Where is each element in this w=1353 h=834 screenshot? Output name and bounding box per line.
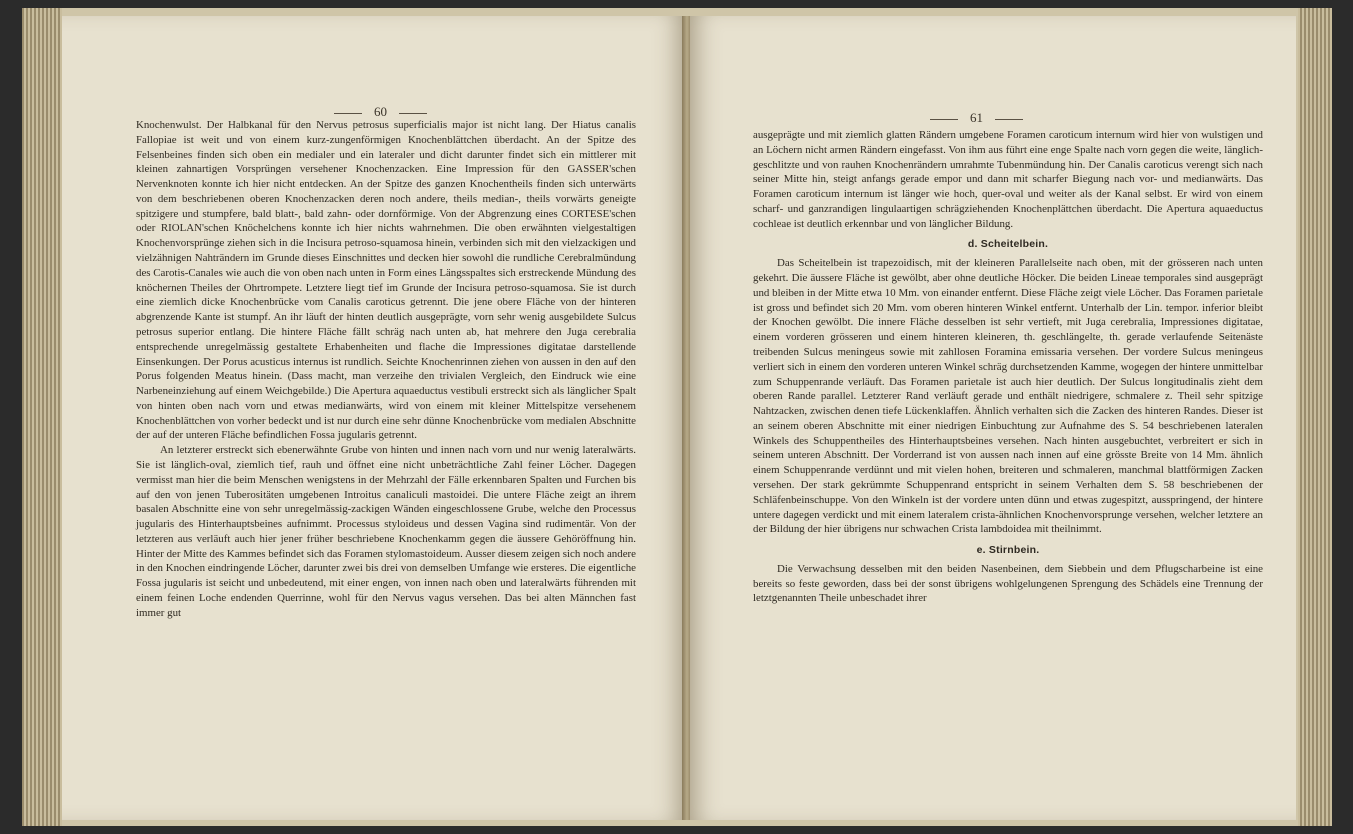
left-page xyxy=(62,16,684,820)
right-page-edges xyxy=(1298,8,1332,826)
paragraph: ausgeprägte und mit ziemlich glatten Rändern umgebene Foramen caroticum internum wird hier von wulstigen und an Löchern nicht armen Rändern eingefasst. Von ihm aus führt eine enge Spalte nach vorn gegen die weite, länglich-geschlitzte und von rauhen Knochenrändern umrahmte Tubenmündung hin. Der Canalis caroticus verengt sich nach seiner Mitte hin, steigt anfangs gerade empor und dann mit scharfer Biegung nach vor- und medianwärts. Das Foramen caroticum internum ist länger wie hoch, quer-oval und weiter als der Kanal selbst. Er wird von einem scharf- und ganzrandigen lingulaartigen schrägziehenden Knochenplättchen überdacht. Die Apertura aquaeductus cochleae ist deutlich erkennbar und von länglicher Bildung. xyxy=(753,129,1263,230)
section-heading-scheitelbein: d. Scheitelbein. xyxy=(967,238,1049,251)
paragraph: Knochenwulst. Der Halbkanal für den Nervus petrosus superficialis major ist nicht lang. Der Hiatus canalis Fallopiae ist weit und von einem kurz-zungenförmigen Knochenblättchen überdacht. An der Spitze des Felsenbeines finden sich oben ein medialer und ein lateraler und dicht darunter findet sich ein mittlerer mit kleinen zahnartigen Vorsprüngen versehener Knochenzacken. Eine Impression für den GASSER'schen Nervenknoten konnte ich hier nicht entdecken. An der Spitze des ganzen Knochentheils finden sich unterwärts von dem beschriebenen oberen Knochenzacken deren noch andere, theils median-, theils vorwärts geneigte spitzigere und stumpfere, bald blatt-, bald zahn- oder dornförmige. Von der Abgrenzung eines CORTESE'schen oder RIOLAN'schen Knöchelchens konnte ich hier nichts wahrnehmen. Die oben erwähnten vielgestaltigen Knochenvorsprünge ziehen sich in die Incisura petroso-squamosa hinein, verbinden sich mit den vielzackigen und vielzähnigen Nahträndern im Grunde dieses Einschnittes und decken hier sowohl die rundliche Cerebralmündung des Carotis-Canales wie auch die von oben nach unten in Form eines Längsspaltes sich erstreckende Mündung des knöchernen Theiles der Ohrtrompete. Letztere liegt tief im Grunde der Incisura petroso-squamosa. Sie ist durch eine ziemlich dicke Knochenbrücke vom Canalis caroticus getrennt. Die jene obere Fläche von der hinteren abgrenzende Kante ist stumpf. An ihr läuft der hinten deutlich ausgeprägte, vorn sehr wenig ausgebildete Sulcus petrosus superior entlang. Die hintere Fläche fällt schräg nach unten ab, hat mehrere den Juga cerebralia entsprechende unregelmässig gestaltete Erhabenheiten und flache die Impressiones digitatae darstellende Einsenkungen. Der Porus acusticus internus ist rundlich. Seichte Knochenrinnen ziehen von aussen in den auf den Porus folgenden Meatus hinein. (Dass macht, man verzeihe den trivialen Vergleich, den Eindruck wie eine Narbeneinziehung auf einem Weichgebilde.) Die Apertura aquaeductus vestibuli erstreckt sich als länglicher Spalt von hinten oben nach vorn und etwas medianwärts, wird von einem mit kleiner Mittelspitze versehenem Knochenblättchen von vorher bedeckt und ist nur durch eine sehr dünne Knochenbrücke vom medialen Abschnitte der auf der unteren Fläche befindlichen Fossa jugularis getrennt. xyxy=(136,119,636,442)
paragraph: An letzterer erstreckt sich ebenerwähnte Grube von hinten und innen nach vorn und nur wenig lateralwärts. Sie ist länglich-oval, ziemlich tief, rauh und öffnet eine nicht unbeträchtliche Zahl feiner Löcher. Dagegen vermisst man hier die beim Menschen wenigstens in der Mehrzahl der Fälle erkennbaren Spalten und Furchen bis auf den von jenen Tuberositäten umgebenen Introitus canaliculi mastoidei. Die untere Fläche zeigt an ihrem basalen Abschnitte eine von sehr unregelmässig-zackigen Wänden eingeschlossene Grube, welche den Processus jugularis des Hinterhauptsbeines aufnimmt. Processus styloideus und dessen Vagina sind rudimentär. Von der letzteren aus verläuft auch hier jener früher beschriebene Knochenkamm gegen die äussere Gehöröffnung hin. Hinter der Mitte des Kammes befindet sich das Foramen stylomastoideum. Ausser diesem zeigen sich noch andere in den Knochen eindringende Löcher, darunter zwei bis drei von demselben Umfange wie ersteres. Die eigentliche Fossa jugularis ist seicht und unbedeutend, mit einer engen, von innen nach oben und lateralwärts führenden mit einem feinen Loche endenden Querrinne, wohl für den Nervus vagus versehen. Das bei alten Männchen fast immer gut xyxy=(136,444,636,619)
paragraph: Das Scheitelbein ist trapezoidisch, mit der kleineren Parallelseite nach oben, mit der grösseren nach unten gekehrt. Die äussere Fläche ist gewölbt, aber ohne deutliche Höcker. Die beiden Lineae temporales sind ausgeprägt und bleiben in der Mitte etwa 10 Mm. von einander entfernt. Diese Fläche zeigt viele Löcher. Das Foramen parietale ist gross und befindet sich 20 Mm. vom oberen hinteren Winkel entfernt. Unterhalb der Lin. tempor. inferior bleibt der Knochen gewölbt. Die innere Fläche desselben ist sehr vertieft, mit Juga cerebralia, Impressiones digitatae, einem vorderen grösseren und einem hinteren kleineren, th. geschlängelte, th. gerade verlaufende Seitenäste treibenden Sulcus meningeus sowie mit zahllosen Foramina emissaria versehen. Der vordere Sulcus meningeus verliert sich in einem den vorderen unteren Winkel schräg durchsetzenden Kamme, wogegen der hintere unmittelbar zum Schuppenrande verläuft. Das Foramen parietale ist auch hier deutlich. Der Sulcus longitudinalis zieht dem oberen Rande parallel. Letzterer Rand verläuft gerade und enthält niedrigere, schmalere z. Theil sehr spitzige Nahtzacken, zwischen denen tiefe Lückenklaffen. Ähnlich verhalten sich die Zacken des hinteren Randes. Dieser ist an seinem oberen Abschnitte mit einer niedrigen Einbuchtung zur Aufnahme des S. 54 beschriebenen lateralen Winkels des Schuppentheiles des Hinterhauptsbeines versehen. Nach hinten ausgebuchtet, verbreitert er sich in seinem unteren Abschnitt. Der Vorderrand ist von aussen nach innen auf eine grösste Breite von 14 Mm. ähnlich einem Schuppenrande verdünnt und mit vielen hohen, breiteren und schmaleren, manchmal blattförmigen Zacken versehen. Der stark gekrümmte Schuppenrand entspricht in seinem Verhalten dem S. 58 beschriebenen der Schläfenbeinschuppe. Von den Winkeln ist der vordere unten dünn und etwas zugespitzt, ausspringend, der hintere untere dagegen verdickt und mit einem lateralem crista-ähnlichen Knochenvorsprunge versehen, welcher letztere an der Bildung der hier übrigens nur schwachen Crista lambdoidea mit theilnimmt. xyxy=(753,257,1263,536)
right-page xyxy=(690,16,1296,820)
open-book xyxy=(22,8,1332,826)
page-number-left: 60 xyxy=(322,104,439,120)
paragraph: Die Verwachsung desselben mit den beiden Nasenbeinen, dem Siebbein und dem Pflugscharbeine ist eine bereits so feste geworden, dass bei der sonst übrigens wohlgelungenen Sprengung des Schädels eine Trennung der letztgenannten Theile unbeschadet ihrer xyxy=(753,562,1263,605)
left-page-text xyxy=(136,118,636,621)
section-heading-stirnbein: e. Stirnbein. xyxy=(976,544,1040,557)
left-page-edges xyxy=(22,8,62,826)
right-page-text xyxy=(753,128,1263,606)
page-number-right: 61 xyxy=(918,110,1035,126)
